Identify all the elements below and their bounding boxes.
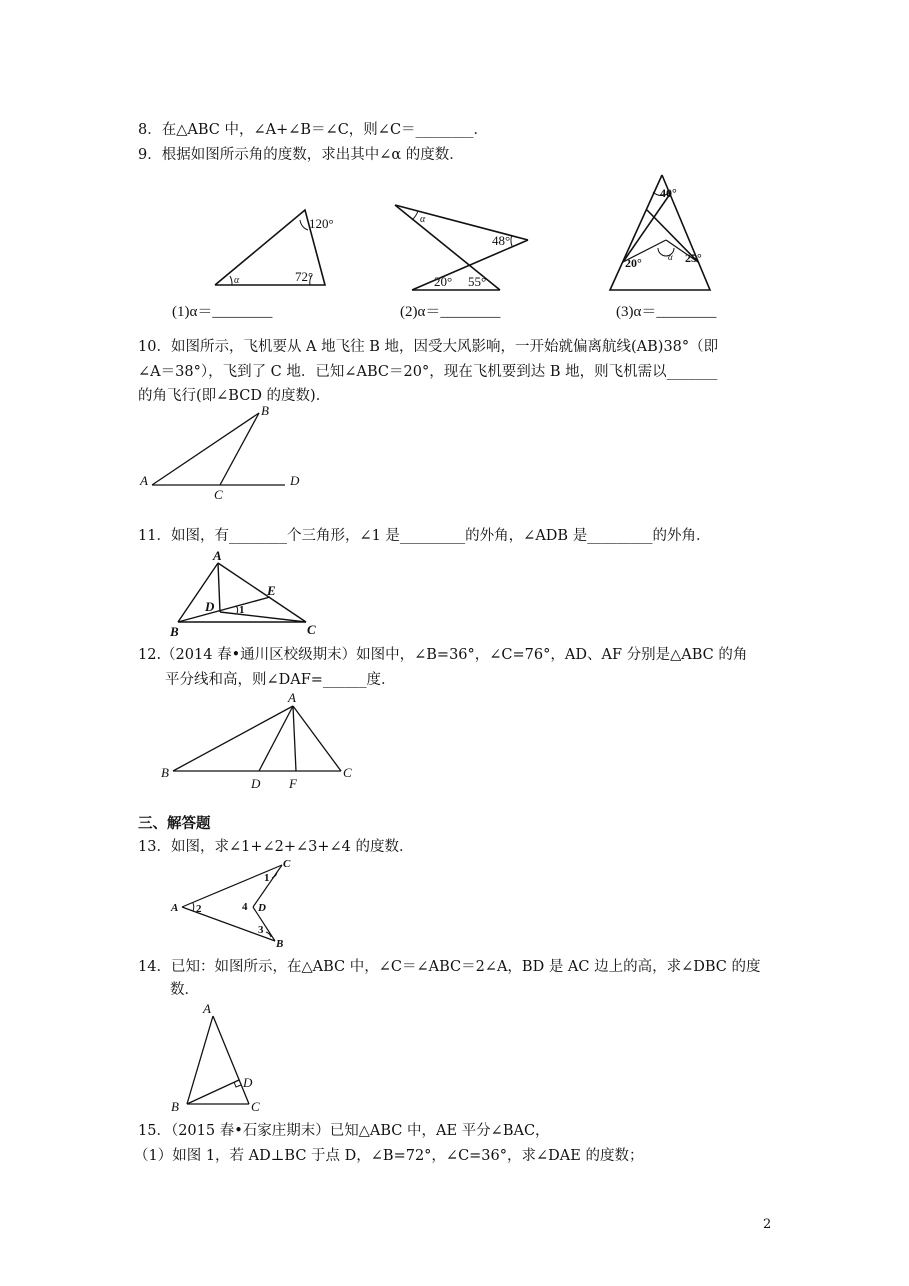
- section-heading: 三、解答题: [138, 815, 211, 832]
- p1-caption: (1)α＝________: [172, 304, 273, 320]
- f14-label-B: B: [171, 1099, 179, 1114]
- question-12-line-1: 12.（2014 春•通川区校级期末）如图中，∠B=36°，∠C=76°，AD、AF 分别是△ABC 的角: [138, 647, 748, 663]
- question-15-line-1: 15．（2015 春•石家庄期末）已知△ABC 中，AE 平分∠BAC，: [138, 1123, 550, 1139]
- question-10-line-2: ∠A＝38°），飞到了 C 地．已知∠ABC＝20°，现在飞机要到达 B 地，则飞机需以_______: [138, 364, 718, 380]
- p1-angle-72: 72°: [295, 269, 314, 284]
- question-14-line-2: 数．: [170, 982, 199, 998]
- f11-label-B: B: [170, 624, 179, 639]
- f13-label-B: B: [276, 938, 284, 950]
- figure-9: [150, 180, 750, 325]
- f11-label-1: 1: [239, 604, 245, 616]
- question-10-line-3: 的角飞行(即∠BCD 的度数)．: [138, 388, 331, 404]
- f14-label-A: A: [203, 1001, 211, 1016]
- p2-angle-48: 48°: [492, 233, 511, 248]
- f11-label-C: C: [307, 622, 316, 637]
- figure-9-panel-3: [610, 175, 717, 320]
- question-12-line-2: 平分线和高，则∠DAF=______度．: [165, 672, 396, 688]
- question-14-line-1: 14．已知：如图所示，在△ABC 中，∠C＝∠ABC＝2∠A，BD 是 AC 边上的高，求∠DBC 的度: [138, 959, 761, 975]
- f13-angle-3: 3: [258, 924, 264, 936]
- f12-label-F: F: [289, 776, 297, 791]
- f13-angle-4: 4: [242, 901, 248, 913]
- question-13: 13．如图，求∠1+∠2+∠3+∠4 的度数．: [138, 839, 414, 855]
- f13-label-A: A: [171, 902, 179, 914]
- f13-label-C: C: [283, 858, 291, 870]
- f13-label-D: D: [258, 902, 266, 914]
- p2-alpha: α: [420, 214, 426, 225]
- f11-label-D: D: [205, 599, 215, 614]
- p2-angle-55: 55°: [468, 274, 487, 289]
- figure-9-panel-1: [172, 210, 334, 320]
- f14-label-D: D: [243, 1075, 253, 1090]
- f12-label-D: D: [251, 776, 261, 791]
- question-10-line-1: 10．如图所示，飞机要从 A 地飞往 B 地，因受大风影响，一开始就偏离航线(AB)38°（即: [138, 339, 719, 355]
- page-number: 2: [763, 1217, 772, 1232]
- f13-angle-1: 1: [264, 872, 270, 884]
- f14-label-C: C: [251, 1099, 260, 1114]
- f12-label-C: C: [343, 765, 352, 780]
- p1-alpha: α: [234, 275, 240, 286]
- figure-13: [165, 855, 295, 950]
- f13-angle-2: 2: [196, 903, 202, 915]
- p3-alpha: α: [668, 252, 673, 262]
- figure-11: [166, 548, 326, 640]
- p2-caption: (2)α＝________: [400, 304, 501, 320]
- p3-angle-25: 25°: [685, 251, 702, 265]
- question-15-line-2: （1）如图 1，若 AD⊥BC 于点 D，∠B=72°，∠C=36°，求∠DAE 的度数；: [134, 1148, 644, 1164]
- p3-caption: (3)α＝________: [616, 304, 717, 320]
- f10-label-A: A: [140, 473, 148, 488]
- p1-angle-120: 120°: [309, 216, 334, 231]
- p2-angle-20: 20°: [434, 274, 453, 289]
- question-8: 8．在△ABC 中，∠A+∠B＝∠C，则∠C＝________．: [138, 122, 489, 138]
- figure-10: [138, 405, 318, 505]
- f11-label-A: A: [213, 548, 222, 563]
- question-9: 9．根据如图所示角的度数，求出其中∠α 的度数．: [138, 147, 464, 163]
- f12-label-B: B: [161, 765, 169, 780]
- f12-label-A: A: [288, 690, 296, 705]
- figure-14: [165, 998, 275, 1118]
- p3-angle-20: 20°: [625, 256, 642, 270]
- question-11: 11．如图，有________个三角形，∠1 是_________的外角，∠ADB 是_________的外角．: [138, 528, 711, 544]
- f10-label-C: C: [214, 487, 223, 502]
- f10-label-D: D: [290, 473, 300, 488]
- figure-9-panel-2: [395, 205, 528, 320]
- figure-12: [155, 688, 365, 793]
- f11-label-E: E: [267, 583, 276, 598]
- p3-angle-40: 40°: [660, 186, 677, 200]
- f10-label-B: B: [261, 403, 269, 418]
